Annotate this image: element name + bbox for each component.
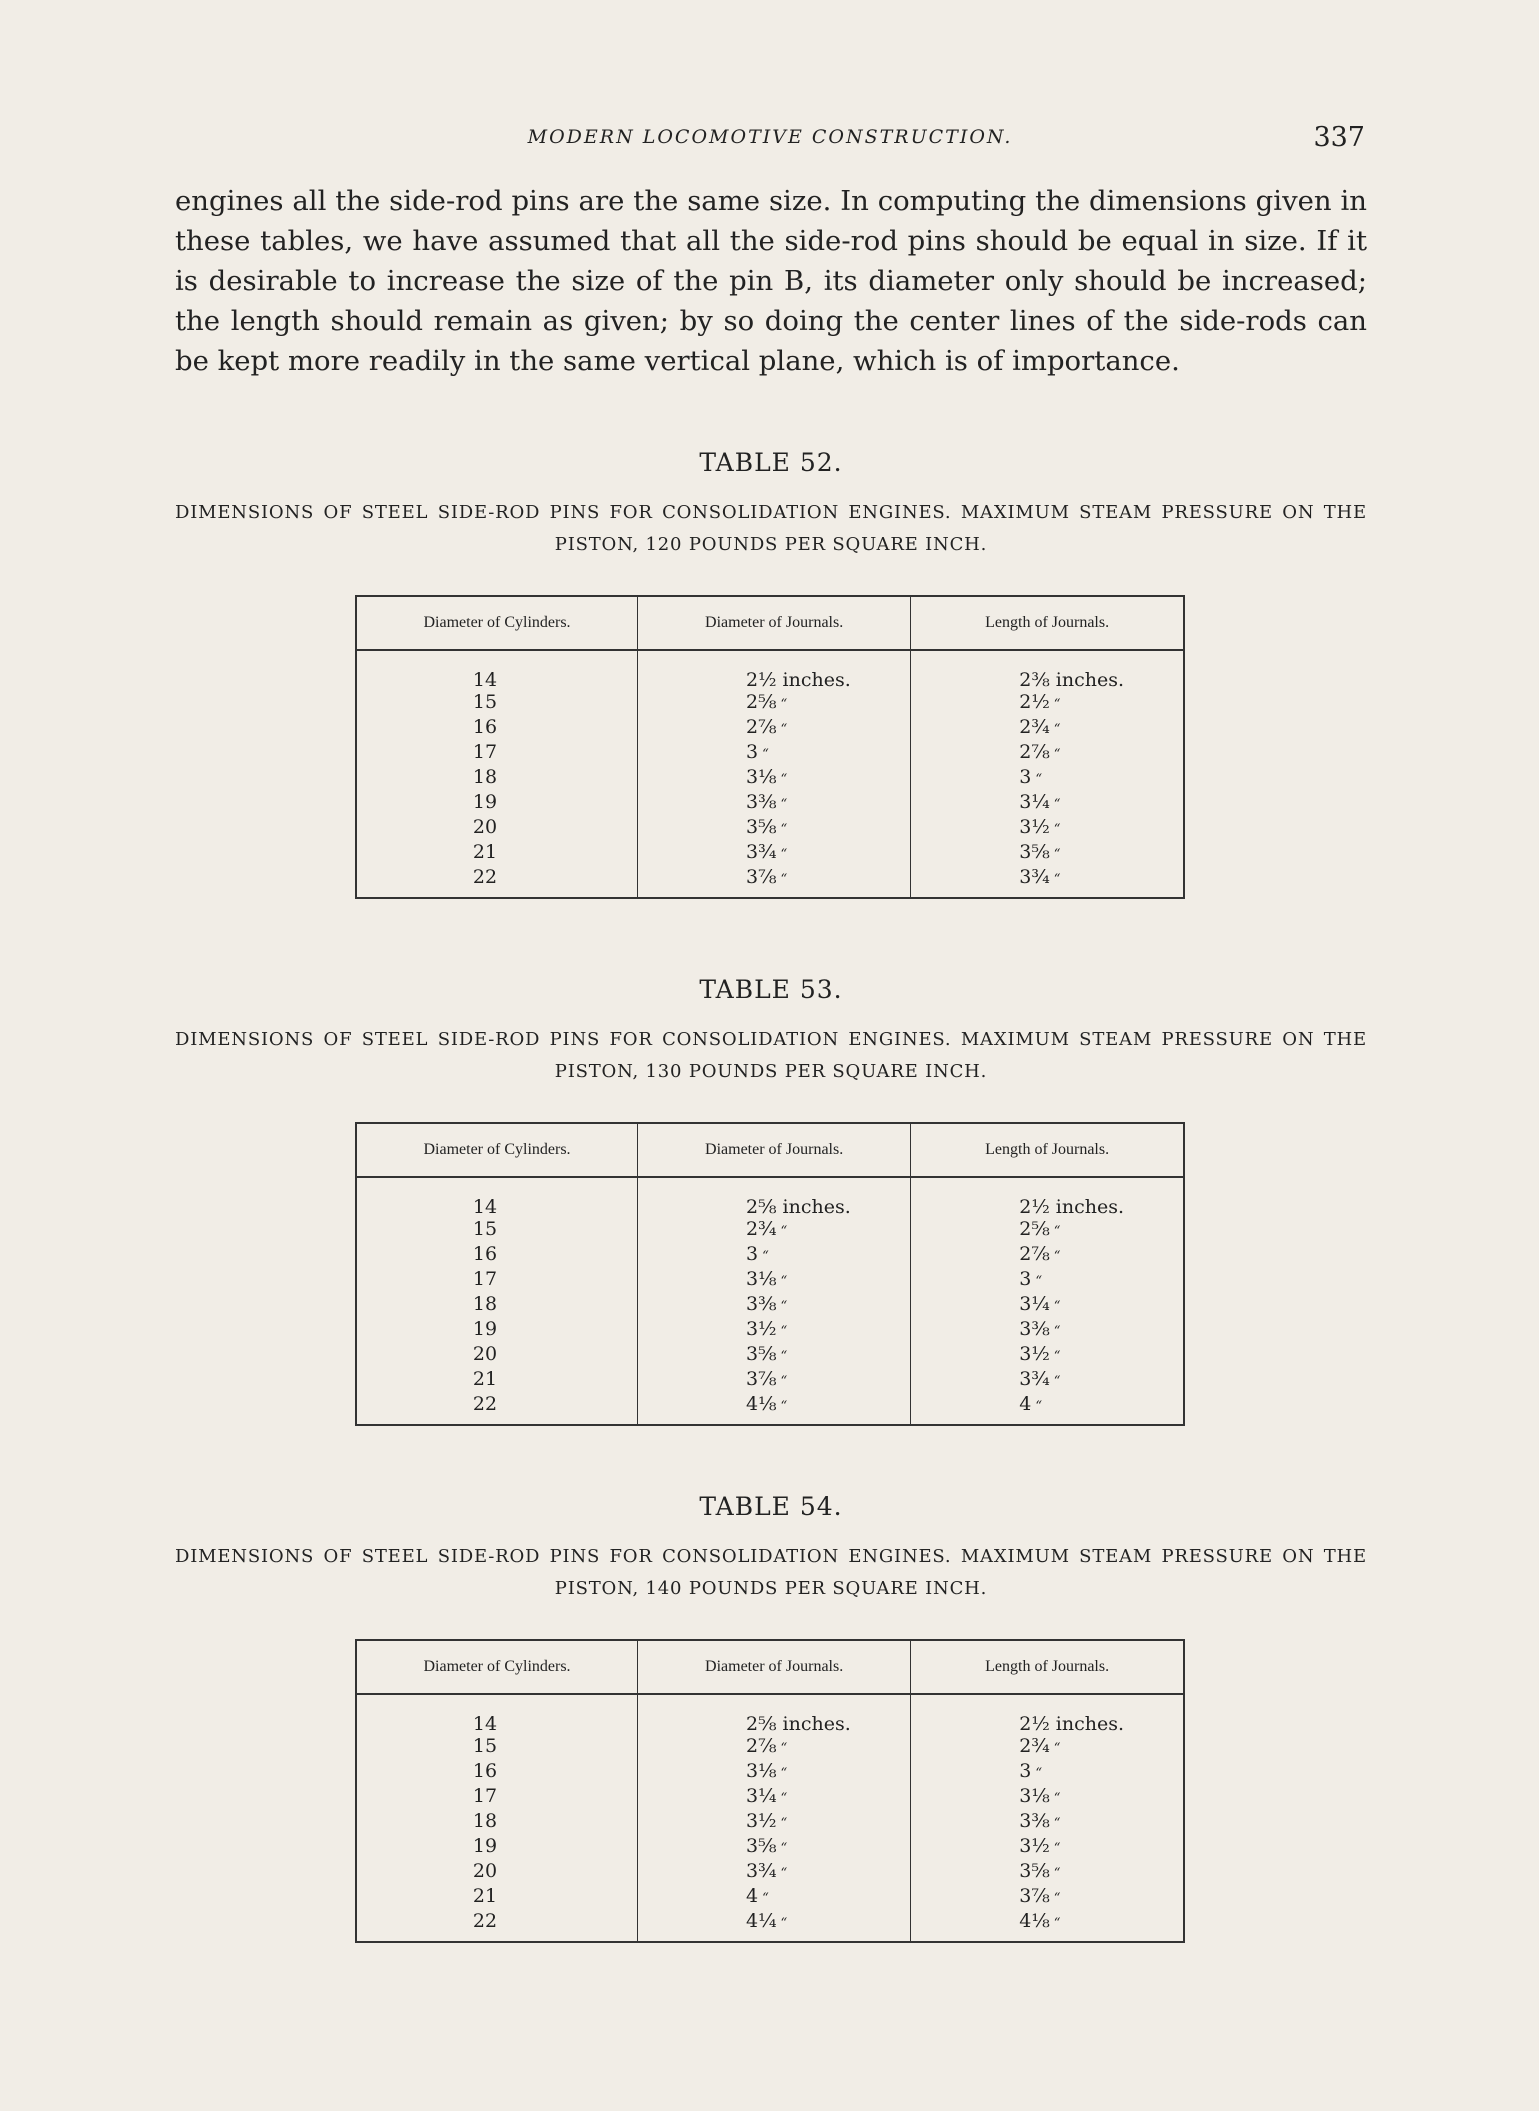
ditto-mark: “ [780, 1274, 788, 1289]
journal-length-cell: 2⅝ “ [1019, 1218, 1061, 1240]
journal-length-cell: 2⅞ “ [1019, 1243, 1061, 1265]
ditto-mark: “ [1053, 847, 1061, 862]
journal-length-cell: 3⅜ “ [1019, 1810, 1061, 1832]
journal-diameter-cell: 3¾ “ [638, 841, 911, 866]
ditto-mark: “ [780, 872, 788, 887]
table-caption: DIMENSIONS OF STEEL SIDE-ROD PINS FOR CONSOLIDATION ENGINES. MAXIMUM STEAM PRESSURE ON THE PISTON, 120 POUNDS PER SQUARE INCH. [175, 502, 1367, 555]
ditto-mark: “ [780, 1224, 788, 1239]
ditto-mark: “ [780, 822, 788, 837]
journal-length-cell: 3 “ [1019, 1760, 1042, 1782]
journal-diameter-cell: 3⅛ “ [638, 766, 911, 791]
cylinder-diameter-cell: 15 [356, 1218, 638, 1243]
table-row [356, 1735, 1184, 1760]
table-row [356, 1293, 1184, 1318]
journal-diameter-cell: 4¼ “ [638, 1910, 911, 1942]
ditto-mark: “ [1053, 797, 1061, 812]
journal-length-cell: 3½ “ [1019, 1835, 1061, 1857]
ditto-mark: “ [1053, 1791, 1061, 1806]
journal-length-cell: 3¼ “ [1019, 1293, 1061, 1315]
ditto-mark: “ [1053, 1916, 1061, 1931]
column-header-cylinders: Diameter of Cylinders. [356, 1123, 638, 1177]
ditto-mark: “ [1053, 822, 1061, 837]
cylinder-diameter-cell: 22 [356, 1393, 638, 1425]
journal-diameter-cell: 3⅝ “ [638, 1343, 911, 1368]
table-row [356, 866, 1184, 898]
cylinder-diameter-cell: 17 [356, 1268, 638, 1293]
ditto-mark: “ [780, 1299, 788, 1314]
journal-length-cell: 3¾ “ [1019, 866, 1061, 888]
table-row [356, 1760, 1184, 1785]
ditto-mark: “ [1053, 1349, 1061, 1364]
ditto-mark: “ [1053, 697, 1061, 712]
column-header-journal-diameter: Diameter of Journals. [638, 1640, 911, 1694]
cylinder-diameter-cell: 21 [356, 841, 638, 866]
table-row [356, 766, 1184, 791]
journal-length-cell: 2½ “ [1019, 691, 1061, 713]
cylinder-diameter-cell: 14 [356, 1694, 638, 1735]
cylinder-diameter-cell: 15 [356, 1735, 638, 1760]
cylinder-diameter-cell: 18 [356, 1293, 638, 1318]
ditto-mark: “ [1053, 1374, 1061, 1389]
table-row [356, 1885, 1184, 1910]
ditto-mark: “ [780, 1816, 788, 1831]
journal-length-cell: 2⅞ “ [1019, 741, 1061, 763]
journal-length-cell: 3 “ [1019, 1268, 1042, 1290]
ditto-mark: “ [1053, 1299, 1061, 1314]
journal-length-cell: 3⅞ “ [1019, 1885, 1061, 1907]
table-row [356, 816, 1184, 841]
table-title: TABLE 54. [699, 1492, 843, 1521]
cylinder-diameter-cell: 16 [356, 716, 638, 741]
ditto-mark: “ [1053, 1891, 1061, 1906]
table-title: TABLE 53. [699, 975, 843, 1004]
journal-diameter-cell: 2¾ “ [638, 1218, 911, 1243]
table-row [356, 1343, 1184, 1368]
ditto-mark: “ [780, 1399, 788, 1414]
cylinder-diameter-cell: 17 [356, 741, 638, 766]
table-row [356, 716, 1184, 741]
ditto-mark: “ [780, 1916, 788, 1931]
table-row [356, 841, 1184, 866]
ditto-mark: “ [780, 1766, 788, 1781]
cylinder-diameter-cell: 17 [356, 1785, 638, 1810]
journal-diameter-cell: 3⅞ “ [638, 1368, 911, 1393]
journal-diameter-cell: 2⅝ inches. [638, 1694, 911, 1735]
cylinder-diameter-cell: 18 [356, 1810, 638, 1835]
journal-length-cell: 2¾ “ [1019, 1735, 1061, 1757]
table-row [356, 741, 1184, 766]
column-header-journal-length: Length of Journals. [911, 1123, 1184, 1177]
table-row [356, 1177, 1184, 1218]
table-row [356, 1393, 1184, 1425]
ditto-mark: “ [1053, 1324, 1061, 1339]
table-row [356, 1835, 1184, 1860]
ditto-mark: “ [780, 1374, 788, 1389]
journal-diameter-cell: 2⅞ “ [638, 1735, 911, 1760]
journal-diameter-cell: 4⅛ “ [638, 1393, 911, 1425]
journal-length-cell: 3½ “ [1019, 816, 1061, 838]
journal-length-cell: 4⅛ “ [1019, 1910, 1061, 1932]
table-caption: DIMENSIONS OF STEEL SIDE-ROD PINS FOR CONSOLIDATION ENGINES. MAXIMUM STEAM PRESSURE ON THE PISTON, 130 POUNDS PER SQUARE INCH. [175, 1029, 1367, 1082]
table-row [356, 1268, 1184, 1293]
intro-paragraph: engines all the side-rod pins are the same size. In computing the dimensions given in these tables, we have assumed that all the side-rod pins should be equal in size. If it is desirable to increase the size of the pin B, its diameter only should be increased; the length should remain as given; by so doing the center lines of the side-rods can be kept more readily in the same vertical plane, which is of importance. [175, 185, 1367, 377]
ditto-mark: “ [780, 1349, 788, 1364]
journal-length-cell: 4 “ [1019, 1393, 1042, 1415]
journal-diameter-cell: 3¼ “ [638, 1785, 911, 1810]
ditto-mark: “ [1035, 1399, 1042, 1414]
journal-diameter-cell: 2⅞ “ [638, 716, 911, 741]
table-row [356, 691, 1184, 716]
journal-diameter-cell: 2⅝ inches. [638, 1177, 911, 1218]
running-title: MODERN LOCOMOTIVE CONSTRUCTION. [527, 126, 1013, 148]
ditto-mark: “ [780, 697, 788, 712]
column-header-cylinders: Diameter of Cylinders. [356, 1640, 638, 1694]
journal-length-cell: 2½ inches. [1019, 1196, 1125, 1218]
ditto-mark: “ [780, 1866, 788, 1881]
journal-length-cell: 3⅝ “ [1019, 841, 1061, 863]
journal-diameter-cell: 3⅝ “ [638, 1835, 911, 1860]
journal-diameter-cell: 3½ “ [638, 1318, 911, 1343]
table-row [356, 1243, 1184, 1268]
ditto-mark: “ [1053, 1841, 1061, 1856]
cylinder-diameter-cell: 19 [356, 1318, 638, 1343]
page-number: 337 [1313, 122, 1365, 153]
table-row [356, 1694, 1184, 1735]
table-row [356, 791, 1184, 816]
journal-diameter-cell: 3⅞ “ [638, 866, 911, 898]
column-header-cylinders: Diameter of Cylinders. [356, 596, 638, 650]
cylinder-diameter-cell: 22 [356, 1910, 638, 1942]
ditto-mark: “ [780, 797, 788, 812]
dimensions-table [355, 1122, 1185, 1426]
cylinder-diameter-cell: 21 [356, 1368, 638, 1393]
journal-length-cell: 3⅝ “ [1019, 1860, 1061, 1882]
journal-length-cell: 3½ “ [1019, 1343, 1061, 1365]
journal-diameter-cell: 3½ “ [638, 1810, 911, 1835]
ditto-mark: “ [1035, 1274, 1042, 1289]
ditto-mark: “ [780, 1324, 788, 1339]
cylinder-diameter-cell: 22 [356, 866, 638, 898]
journal-diameter-cell: 4 “ [638, 1885, 911, 1910]
ditto-mark: “ [1053, 722, 1061, 737]
cylinder-diameter-cell: 20 [356, 816, 638, 841]
cylinder-diameter-cell: 14 [356, 1177, 638, 1218]
journal-length-cell: 3¼ “ [1019, 791, 1061, 813]
running-head [175, 122, 1365, 162]
ditto-mark: “ [1053, 1816, 1061, 1831]
journal-length-cell: 2¾ “ [1019, 716, 1061, 738]
table-row [356, 1810, 1184, 1835]
cylinder-diameter-cell: 20 [356, 1343, 638, 1368]
journal-length-cell: 3⅛ “ [1019, 1785, 1061, 1807]
table-row [356, 1860, 1184, 1885]
cylinder-diameter-cell: 16 [356, 1760, 638, 1785]
column-header-journal-length: Length of Journals. [911, 596, 1184, 650]
journal-diameter-cell: 3⅛ “ [638, 1760, 911, 1785]
table-row [356, 1318, 1184, 1343]
journal-diameter-cell: 2⅝ “ [638, 691, 911, 716]
journal-length-cell: 2⅜ inches. [1019, 669, 1125, 691]
dimensions-table [355, 595, 1185, 899]
cylinder-diameter-cell: 18 [356, 766, 638, 791]
cylinder-diameter-cell: 20 [356, 1860, 638, 1885]
table-54 [175, 1492, 1367, 1943]
journal-length-cell: 3¾ “ [1019, 1368, 1061, 1390]
ditto-mark: “ [1035, 772, 1042, 787]
table-caption: DIMENSIONS OF STEEL SIDE-ROD PINS FOR CONSOLIDATION ENGINES. MAXIMUM STEAM PRESSURE ON THE PISTON, 140 POUNDS PER SQUARE INCH. [175, 1546, 1367, 1599]
ditto-mark: “ [780, 1791, 788, 1806]
ditto-mark: “ [762, 1249, 769, 1264]
column-header-journal-diameter: Diameter of Journals. [638, 596, 911, 650]
dimensions-table [355, 1639, 1185, 1943]
journal-diameter-cell: 2½ inches. [638, 650, 911, 691]
ditto-mark: “ [1053, 1224, 1061, 1239]
ditto-mark: “ [780, 722, 788, 737]
table-row [356, 1368, 1184, 1393]
journal-diameter-cell: 3⅜ “ [638, 791, 911, 816]
journal-diameter-cell: 3 “ [638, 1243, 911, 1268]
journal-diameter-cell: 3⅜ “ [638, 1293, 911, 1318]
journal-length-cell: 2½ inches. [1019, 1713, 1125, 1735]
table-53 [175, 975, 1367, 1426]
table-52 [175, 448, 1367, 899]
ditto-mark: “ [780, 847, 788, 862]
journal-diameter-cell: 3¾ “ [638, 1860, 911, 1885]
ditto-mark: “ [780, 1841, 788, 1856]
ditto-mark: “ [780, 772, 788, 787]
table-row [356, 1785, 1184, 1810]
cylinder-diameter-cell: 14 [356, 650, 638, 691]
journal-length-cell: 3 “ [1019, 766, 1042, 788]
column-header-journal-diameter: Diameter of Journals. [638, 1123, 911, 1177]
table-row [356, 650, 1184, 691]
ditto-mark: “ [1053, 747, 1061, 762]
cylinder-diameter-cell: 21 [356, 1885, 638, 1910]
ditto-mark: “ [762, 1891, 769, 1906]
cylinder-diameter-cell: 19 [356, 1835, 638, 1860]
journal-diameter-cell: 3 “ [638, 741, 911, 766]
table-row [356, 1218, 1184, 1243]
ditto-mark: “ [1053, 1866, 1061, 1881]
cylinder-diameter-cell: 19 [356, 791, 638, 816]
journal-diameter-cell: 3⅝ “ [638, 816, 911, 841]
journal-diameter-cell: 3⅛ “ [638, 1268, 911, 1293]
cylinder-diameter-cell: 15 [356, 691, 638, 716]
ditto-mark: “ [1053, 872, 1061, 887]
cylinder-diameter-cell: 16 [356, 1243, 638, 1268]
ditto-mark: “ [762, 747, 769, 762]
journal-length-cell: 3⅜ “ [1019, 1318, 1061, 1340]
ditto-mark: “ [1053, 1249, 1061, 1264]
table-title: TABLE 52. [699, 448, 843, 477]
table-row [356, 1910, 1184, 1942]
ditto-mark: “ [1035, 1766, 1042, 1781]
ditto-mark: “ [1053, 1741, 1061, 1756]
ditto-mark: “ [780, 1741, 788, 1756]
column-header-journal-length: Length of Journals. [911, 1640, 1184, 1694]
